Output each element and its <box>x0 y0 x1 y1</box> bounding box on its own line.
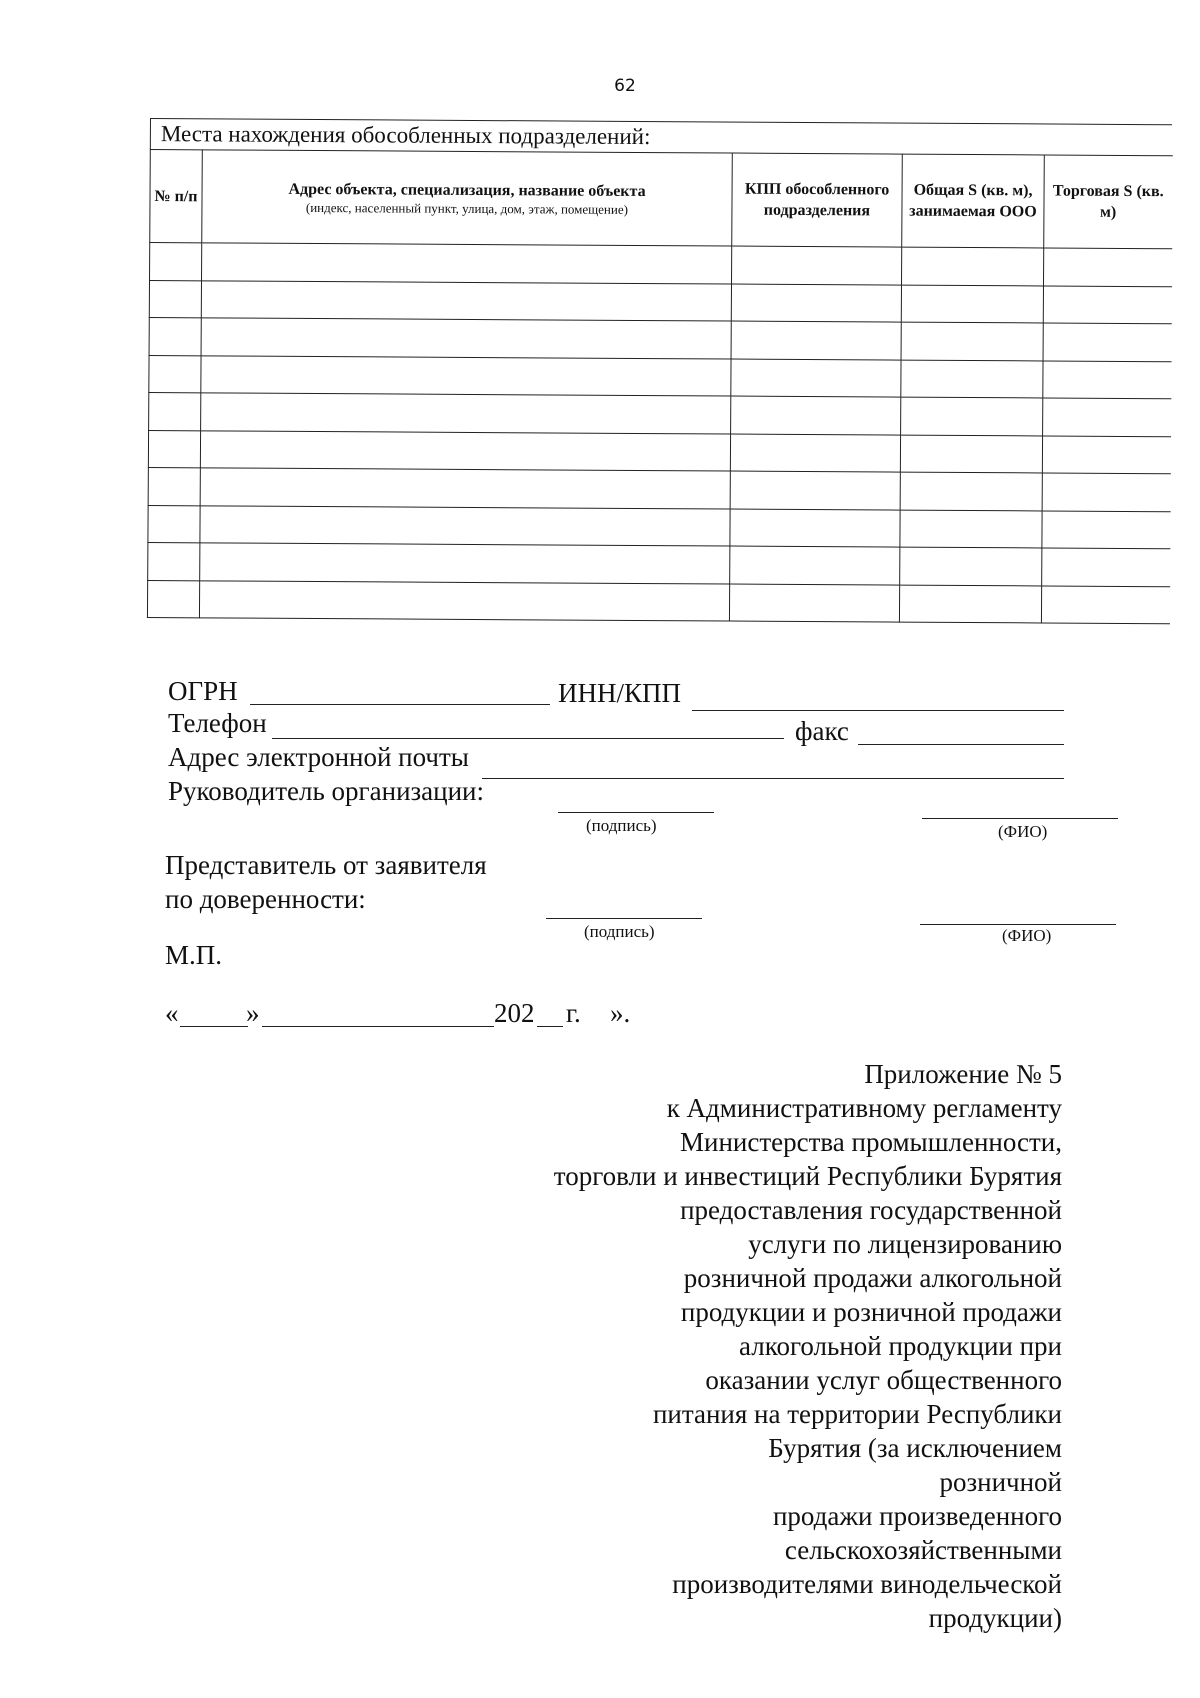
table-cell[interactable] <box>731 321 901 360</box>
date-month-field[interactable] <box>262 1026 494 1027</box>
head-fio-caption: (ФИО) <box>998 822 1048 841</box>
appendix-line: оказании услуг общественного <box>705 1365 1062 1395</box>
table-cell[interactable] <box>730 509 900 548</box>
table-cell[interactable] <box>729 584 899 623</box>
appendix-line: продукции) <box>928 1603 1062 1633</box>
head-fio-field[interactable] <box>922 818 1118 819</box>
header-address-title: Адрес объекта, специализация, название объекта <box>288 180 646 201</box>
appendix-line: алкогольной продукции при <box>739 1331 1062 1361</box>
head-signature-field[interactable] <box>558 812 714 813</box>
table-cell[interactable] <box>201 355 731 396</box>
email-label: Адрес электронной почты <box>168 742 469 772</box>
table-row <box>149 355 1171 399</box>
page-number: 62 <box>614 76 636 96</box>
fax-label: факс <box>795 716 849 746</box>
table-cell[interactable] <box>200 543 730 584</box>
appendix-line: Бурятия (за исключением <box>768 1433 1062 1463</box>
date-year-field[interactable] <box>537 1026 563 1027</box>
table-cell[interactable] <box>149 355 201 393</box>
representative-label-line1: Представитель от заявителя <box>165 850 487 880</box>
date-end: ». <box>610 998 631 1028</box>
head-label: Руководитель организации: <box>168 776 485 806</box>
head-signature-caption: (подпись) <box>586 816 657 835</box>
table-row <box>149 392 1171 436</box>
appendix-line: Приложение № 5 <box>864 1059 1062 1089</box>
header-num: № п/п <box>150 150 203 243</box>
appendix-line: розничной продажи алкогольной <box>683 1263 1062 1293</box>
table-cell[interactable] <box>1043 285 1171 323</box>
table-cell[interactable] <box>1042 435 1170 473</box>
table-cell[interactable] <box>148 430 200 468</box>
table-cell[interactable] <box>200 430 730 471</box>
table-cell[interactable] <box>1043 248 1171 286</box>
table-cell[interactable] <box>731 246 901 285</box>
appendix-line: Министерства промышленности, <box>680 1127 1062 1157</box>
appendix-line: к Административному регламенту <box>666 1093 1062 1123</box>
table-cell[interactable] <box>731 359 901 398</box>
representative-fio-caption: (ФИО) <box>1002 926 1052 945</box>
table-cell[interactable] <box>148 467 200 505</box>
table-cell[interactable] <box>201 280 731 321</box>
fax-field[interactable] <box>858 744 1064 745</box>
header-address <box>202 150 733 246</box>
table-cell[interactable] <box>1042 510 1170 548</box>
appendix-line: продажи произведенного <box>772 1501 1062 1531</box>
header-address-subtitle: (индекс, населенный пункт, улица, дом, этаж, помещение) <box>305 199 629 217</box>
table-row <box>148 542 1170 586</box>
table-cell[interactable] <box>901 397 1043 435</box>
table-cell[interactable] <box>901 322 1043 360</box>
table-cell[interactable] <box>900 472 1042 510</box>
appendix-line: продукции и розничной продажи <box>680 1297 1062 1327</box>
representative-label-line2: по доверенности: <box>165 884 366 914</box>
table-cell[interactable] <box>147 580 199 618</box>
table-row <box>149 280 1171 324</box>
date-close-quote: » <box>246 998 260 1028</box>
table-row <box>148 467 1170 511</box>
table-cell[interactable] <box>1041 585 1169 623</box>
table-row <box>148 505 1170 549</box>
table-cell[interactable] <box>201 318 731 359</box>
appendix-line: торговли и инвестиций Республики Бурятия <box>553 1161 1062 1191</box>
appendix-line: питания на территории Республики <box>652 1399 1062 1429</box>
table-cell[interactable] <box>900 435 1042 473</box>
table-header-row <box>150 150 1173 249</box>
table-cell[interactable] <box>901 360 1043 398</box>
inn-kpp-field[interactable] <box>692 710 1064 711</box>
appendix-line: сельскохозяйственными <box>784 1535 1062 1565</box>
table-cell[interactable] <box>149 392 201 430</box>
table-cell[interactable] <box>148 542 200 580</box>
table-cell[interactable] <box>150 243 202 281</box>
date-open-quote: « <box>165 998 179 1028</box>
table-cell[interactable] <box>200 505 730 546</box>
appendix-line: производителями винодельческой <box>672 1569 1062 1599</box>
table-cell[interactable] <box>901 285 1043 323</box>
table-cell[interactable] <box>1043 360 1171 398</box>
table-cell[interactable] <box>899 585 1041 623</box>
representative-signature-caption: (подпись) <box>584 922 655 941</box>
table-cell[interactable] <box>901 247 1043 285</box>
date-suffix: г. <box>566 998 581 1028</box>
date-year: 202 <box>494 998 535 1028</box>
appendix-header <box>554 1057 1062 1635</box>
table-cell[interactable] <box>1043 398 1171 436</box>
table-cell[interactable] <box>1042 473 1170 511</box>
table-cell[interactable] <box>202 243 732 284</box>
table-caption: Места нахождения обособленных подразделений: <box>150 118 1172 155</box>
ogrn-label: ОГРН <box>168 676 238 706</box>
appendix-line: розничной <box>939 1467 1062 1497</box>
representative-fio-field[interactable] <box>920 924 1116 925</box>
appendix-line: предоставления государственной <box>680 1195 1062 1225</box>
subdivisions-table-block <box>147 118 1172 624</box>
header-kpp: КПП обособленного подразделения <box>732 153 903 247</box>
date-day-field[interactable] <box>180 1026 248 1027</box>
phone-field[interactable] <box>272 738 784 739</box>
table-row <box>148 430 1170 474</box>
stamp-label: М.П. <box>165 940 223 970</box>
table-cell[interactable] <box>1043 323 1171 361</box>
table-body <box>147 243 1171 624</box>
representative-signature-field[interactable] <box>546 918 702 919</box>
header-total-area: Общая S (кв. м), занимаемая ООО <box>902 154 1045 248</box>
table-cell[interactable] <box>900 510 1042 548</box>
inn-kpp-label: ИНН/КПП <box>558 678 682 708</box>
table-cell[interactable] <box>730 471 900 510</box>
table-cell[interactable] <box>730 434 900 473</box>
subdivisions-table <box>147 149 1172 624</box>
table-cell[interactable] <box>730 546 900 585</box>
ogrn-field[interactable] <box>250 704 550 705</box>
table-cell[interactable] <box>149 280 201 318</box>
table-cell[interactable] <box>1042 548 1170 586</box>
appendix-line: услуги по лицензированию <box>748 1229 1062 1259</box>
phone-label: Телефон <box>168 708 267 738</box>
table-cell[interactable] <box>900 547 1042 585</box>
email-field[interactable] <box>482 778 1064 779</box>
table-cell[interactable] <box>199 580 729 621</box>
table-cell[interactable] <box>201 393 731 434</box>
table-cell[interactable] <box>200 468 730 509</box>
table-cell[interactable] <box>149 317 201 355</box>
table-row <box>150 243 1172 287</box>
table-cell[interactable] <box>148 505 200 543</box>
table-row <box>149 317 1171 361</box>
header-trade-area: Торговая S (кв. м) <box>1044 155 1173 249</box>
table-row <box>147 580 1169 624</box>
table-cell[interactable] <box>731 284 901 323</box>
table-cell[interactable] <box>731 396 901 435</box>
